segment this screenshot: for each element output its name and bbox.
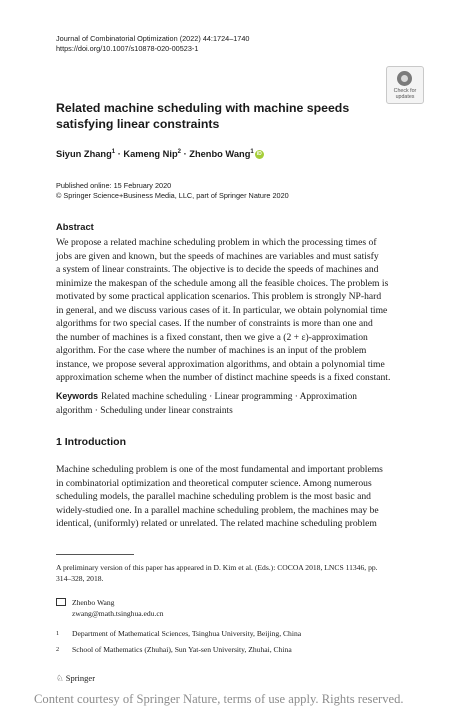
publication-info	[56, 181, 289, 201]
copyright-line: © Springer Science+Business Media, LLC, part of Springer Nature 2020	[56, 191, 289, 200]
note-line: 314–328, 2018.	[56, 574, 104, 583]
section-heading: 1 Introduction	[56, 436, 126, 448]
abstract-heading: Abstract	[56, 222, 94, 232]
publisher-name: Springer	[65, 673, 96, 683]
intro-line: identical, (uniformly) related or unrelated. The related machine scheduling problem	[56, 518, 377, 529]
abstract-line: a system of linear constraints. The objective is to decide the speeds of machines and	[56, 264, 379, 275]
abstract-line: minimize the makespan of the schedule among all the feasible choices. The problem is	[56, 277, 389, 289]
affiliation-number: 2	[56, 646, 60, 653]
note-line: A preliminary version of this paper has appeared in D. Kim et al. (Eds.): COCOA 2018, LNCS 11346, pp.	[56, 563, 378, 572]
affiliation	[56, 628, 426, 639]
footnote-divider	[56, 554, 134, 555]
intro-line: in combinatorial optimization and theoretical computer science. Among numerous	[56, 477, 372, 489]
keywords	[56, 390, 420, 418]
intro-line: scheduling models, the parallel machine scheduling problem is the most basic and	[56, 491, 371, 502]
courtesy-notice: Content courtesy of Springer Nature, terms of use apply. Rights reserved.	[34, 692, 404, 706]
intro-line: Machine scheduling problem is one of the most fundamental and important problems	[56, 464, 383, 475]
keywords-line: Related machine scheduling · Linear programming · Approximation	[101, 392, 357, 402]
badge-line-1: Check for	[393, 88, 417, 94]
journal-header	[56, 34, 250, 54]
abstract-body	[56, 236, 420, 385]
abstract-line: We propose a related machine scheduling problem in which the processing times of	[56, 237, 377, 248]
corresponding-author	[56, 597, 426, 619]
affiliation-marker: 1	[111, 149, 116, 155]
abstract-line: approximation scheme when the number of distinct machine speeds is a fixed constant.	[56, 372, 391, 383]
abstract-line: algorithm. For the case where the number of machines is an input of the problem	[56, 345, 367, 356]
published-date: Published online: 15 February 2020	[56, 181, 172, 190]
author-name[interactable]: Kameng Nip	[123, 149, 178, 160]
journal-citation: Journal of Combinatorial Optimization (2022) 44:1724–1740	[56, 34, 250, 43]
affiliation	[56, 644, 426, 655]
contact-name: Zhenbo Wang	[72, 598, 115, 607]
author-name[interactable]: Zhenbo Wang	[189, 149, 251, 160]
author-separator: ·	[115, 149, 124, 160]
abstract-line: instance, we propose several approximation algorithms, and obtain a polynomial time	[56, 358, 385, 370]
intro-line: widely-studied one. In a parallel machine scheduling problem, the machines may be	[56, 504, 379, 516]
affiliation-text: Department of Mathematical Sciences, Tsinghua University, Beijing, China	[72, 629, 302, 638]
abstract-line: jobs are given and known, but the speeds of machines are variables and must satisfy	[56, 250, 379, 262]
badge-line-2: updates	[395, 94, 415, 100]
abstract-line: motivated by some practical application scenarios. This problem is strongly NP-hard	[56, 291, 382, 302]
affiliation-marker: 2	[177, 149, 181, 155]
abstract-line: the number of machines is a fixed constant, then we give a (2 + ε)-approximation	[56, 331, 368, 343]
abstract-line: algorithms for two special cases. If the number of constraints is more than one and	[56, 318, 373, 329]
keywords-label: Keywords	[56, 391, 99, 401]
contact-email[interactable]: zwang@math.tsinghua.edu.cn	[72, 609, 164, 618]
introduction-body	[56, 463, 420, 531]
preliminary-version-note	[56, 562, 426, 584]
affiliation-number: 1	[56, 630, 60, 637]
springer-horse-icon: ♘	[56, 673, 64, 683]
author-separator: ·	[181, 149, 190, 160]
author-name[interactable]: Siyun Zhang	[56, 149, 112, 160]
update-icon	[397, 71, 412, 86]
paper-title: Related machine scheduling with machine speeds satisfying linear constraints	[56, 101, 350, 131]
abstract-line: in general, and we discuss various cases of it. In particular, we obtain polynomial time	[56, 304, 388, 316]
envelope-icon	[56, 598, 66, 606]
check-for-updates-badge[interactable]	[386, 66, 424, 104]
doi-link[interactable]: https://doi.org/10.1007/s10878-020-00523-1	[56, 44, 199, 53]
springer-logo	[56, 673, 95, 684]
affiliation-text: School of Mathematics (Zhuhai), Sun Yat-sen University, Zhuhai, China	[72, 645, 292, 654]
keywords-line: algorithm · Scheduling under linear constraints	[56, 405, 233, 416]
orcid-icon[interactable]: iD	[256, 151, 262, 158]
affiliation-marker: 1	[250, 149, 254, 155]
author-list	[56, 149, 264, 159]
